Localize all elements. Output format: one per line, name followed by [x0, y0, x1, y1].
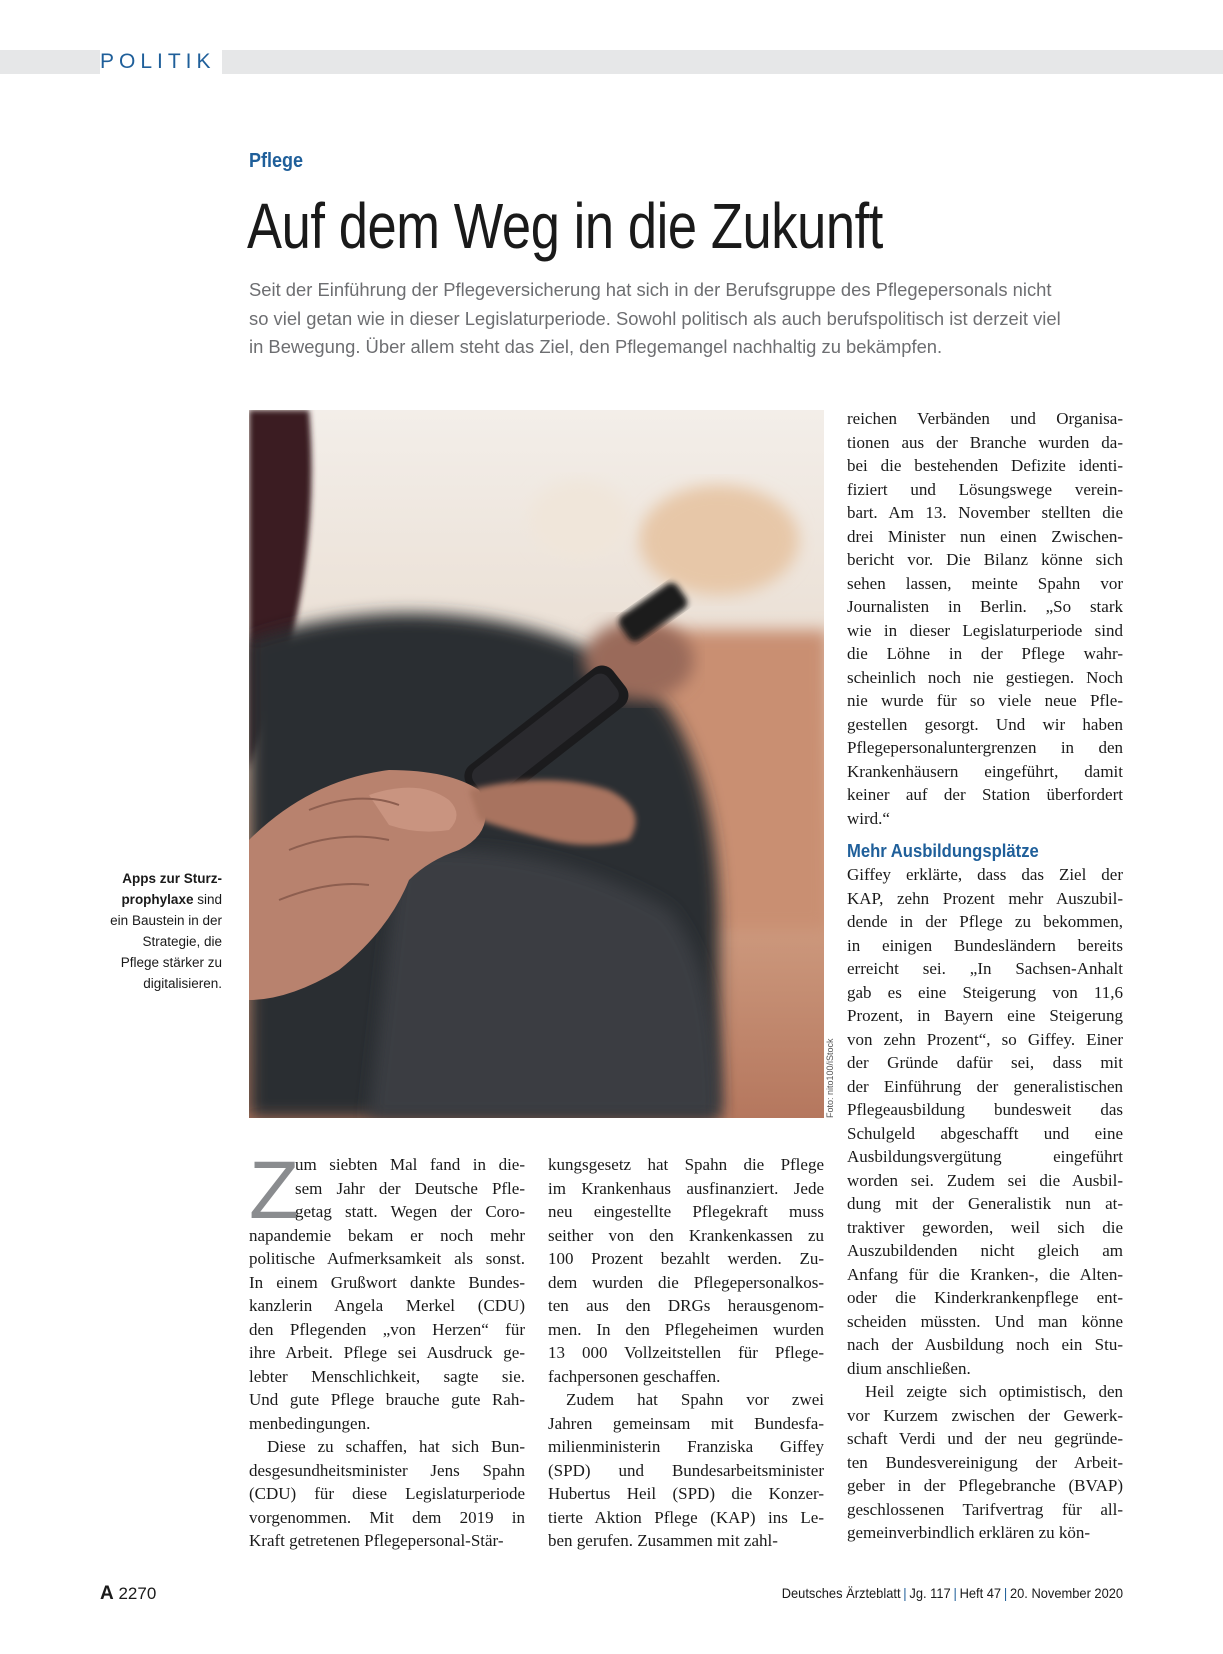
- journal-volume: Jg. 117: [909, 1585, 951, 1601]
- body-text-line: 13 000 Vollzeitstellen für Pflege-: [548, 1343, 824, 1362]
- caption-bold: Apps zur Sturz-: [122, 871, 222, 886]
- section-subhead: Mehr Ausbildungsplätze: [847, 840, 1039, 861]
- body-text-line: (CDU) für diese Legislaturperiode: [249, 1484, 525, 1503]
- body-text-line: dung mit der Generalistik nun at-: [847, 1194, 1123, 1213]
- body-text-line: (SPD) und Bundesarbeitsminister: [548, 1460, 824, 1480]
- lead-line: Seit der Einführung der Pflegeversicherung hat sich in der Berufsgruppe des Pflegepersonals nicht: [249, 279, 1052, 300]
- page-number: [100, 1583, 156, 1605]
- article-headline: Auf dem Weg in die Zukunft: [247, 190, 883, 262]
- body-text-line: gemeinverbindlich erklären zu kön-: [847, 1523, 1091, 1542]
- body-text-line: von zehn Prozent“, so Giffey. Einer: [847, 1029, 1123, 1049]
- body-text-line: ben gerufen. Zusammen mit zahl-: [548, 1531, 778, 1550]
- body-text-line: geschlossenen Tarifvertrag für all-: [847, 1499, 1123, 1519]
- journal-date: 20. November 2020: [1009, 1585, 1123, 1601]
- lead-line: so viel getan wie in dieser Legislaturperiode. Sowohl politisch als auch berufspolitisch ist derzeit viel: [249, 307, 1061, 329]
- body-text-line: bart. Am 13. November stellten die: [847, 503, 1123, 522]
- body-text-line: gab es eine Steigerung von 11,6: [847, 982, 1123, 1002]
- body-text-line: drei Minister nun einen Zwischen-: [847, 526, 1123, 546]
- body-text-line: Giffey erklärte, dass das Ziel der: [847, 865, 1123, 884]
- caption-text: Strategie, die: [142, 934, 222, 949]
- body-text-line: ten aus den DRGs herausgenom-: [548, 1296, 824, 1315]
- footer-citation: Deutsches Ärzteblatt | Jg. 117 | Heft 47 | 20. November 2020: [781, 1585, 1123, 1601]
- section-label: POLITIK: [100, 50, 222, 74]
- body-text-line: neu eingestellte Pflegekraft muss: [548, 1202, 824, 1221]
- body-text-line: Ausbildungsvergütung eingeführt: [847, 1147, 1123, 1166]
- body-text-line: KAP, zehn Prozent mehr Auszubil-: [847, 888, 1123, 908]
- body-text-line: napandemie bekam er noch mehr: [249, 1225, 525, 1245]
- body-text-line: In einem Grußwort dankte Bundes-: [249, 1272, 525, 1292]
- body-text-line: dende in der Pflege zu bekommen,: [847, 912, 1123, 931]
- body-text-line: Und gute Pflege brauche gute Rah-: [249, 1390, 525, 1409]
- body-text-line: reichen Verbänden und Organisa-: [847, 409, 1123, 428]
- body-text-line: Pflegepersonaluntergrenzen in den: [847, 738, 1123, 757]
- body-text-line: scheiden müssten. Und man könne: [847, 1311, 1123, 1331]
- body-text-line: desgesundheitsminister Jens Spahn: [249, 1460, 525, 1480]
- drop-cap: Z: [249, 1145, 300, 1236]
- body-text-line: Diese zu schaffen, hat sich Bun-: [267, 1437, 525, 1456]
- body-text-line: Hubertus Heil (SPD) die Konzer-: [548, 1484, 824, 1503]
- caption-text: digitalisieren.: [143, 976, 222, 991]
- body-text-line: lebter Menschlichkeit, sagte sie.: [249, 1366, 525, 1386]
- body-text-line: Jahren gemeinsam mit Bundesfa-: [548, 1413, 824, 1433]
- journal-name: Deutsches Ärzteblatt: [781, 1585, 901, 1601]
- article-lead: [249, 276, 1129, 362]
- caption-bold: prophylaxe: [121, 892, 194, 907]
- body-text-line: Schulgeld abgeschafft und eine: [847, 1123, 1123, 1143]
- body-text-line: den Pflegenden „von Herzen“ für: [249, 1319, 525, 1339]
- body-text-line: in einigen Bundesländern bereits: [847, 935, 1123, 955]
- body-text-line: sehen lassen, meinte Spahn vor: [847, 573, 1123, 593]
- body-text-line: getag statt. Wegen der Coro-: [295, 1202, 525, 1221]
- caption-text: ein Baustein in der: [110, 913, 222, 928]
- body-text-line: tierte Aktion Pflege (KAP) ins Le-: [548, 1507, 824, 1527]
- body-text-line: bericht vor. Die Bilanz könne sich: [847, 550, 1123, 569]
- body-text-line: die Löhne in der Pflege wahr-: [847, 644, 1123, 663]
- body-text-line: wie in dieser Legislaturperiode sind: [847, 620, 1123, 640]
- body-text-line: wird.“: [847, 808, 890, 828]
- body-text-line: ihre Arbeit. Pflege sei Ausdruck ge-: [249, 1343, 525, 1362]
- body-text-line: bei die bestehenden Defizite identi-: [847, 456, 1123, 475]
- article-photo: [249, 410, 824, 1118]
- body-column-1: [249, 1153, 525, 1553]
- page-number-value: 2270: [118, 1584, 157, 1603]
- body-text-line: fiziert und Lösungswege verein-: [847, 479, 1123, 499]
- body-text-line: scheinlich noch nie gestiegen. Noch: [847, 667, 1123, 687]
- body-text-line: worden sei. Zudem sei die Ausbil-: [847, 1170, 1123, 1190]
- page-prefix: A: [100, 1583, 114, 1604]
- body-text-line: gestellen gesorgt. Und wir haben: [847, 714, 1123, 734]
- body-text-line: vorgenommen. Mit dem 2019 in: [249, 1507, 525, 1527]
- body-text-line: Auszubildenden nicht gleich am: [847, 1241, 1123, 1260]
- journal-issue: Heft 47: [959, 1585, 1001, 1601]
- body-text-line: men. In den Pflegeheimen wurden: [548, 1319, 824, 1339]
- body-text-line: Heil zeigte sich optimistisch, den: [865, 1382, 1123, 1401]
- photo-caption: [100, 868, 222, 994]
- body-text-line: dem wurden die Pflegepersonalkos-: [548, 1272, 824, 1292]
- body-text-line: Journalisten in Berlin. „So stark: [847, 597, 1123, 616]
- body-text-line: nie wurde für so viele neue Pfle-: [847, 691, 1123, 710]
- body-text-line: traktiver geworden, weil sich die: [847, 1217, 1123, 1237]
- body-text-line: schaft Verdi und der neu gegründe-: [847, 1429, 1123, 1448]
- body-text-line: Anfang für die Kranken-, die Alten-: [847, 1264, 1123, 1284]
- body-column-2: [548, 1153, 824, 1553]
- photo-illustration: [249, 410, 824, 1118]
- body-text-line: kungsgesetz hat Spahn die Pflege: [548, 1155, 824, 1174]
- body-text-line: Prozent, in Bayern eine Steigerung: [847, 1006, 1123, 1025]
- body-text-line: menbedingungen.: [249, 1413, 371, 1433]
- body-text-line: fachpersonen geschaffen.: [548, 1366, 721, 1386]
- body-text-line: ten Bundesvereinigung der Arbeit-: [847, 1452, 1123, 1472]
- body-text-line: sem Jahr der Deutsche Pfle-: [295, 1178, 525, 1198]
- body-text-line: politische Aufmerksamkeit als sonst.: [249, 1249, 525, 1268]
- body-text-line: keiner auf der Station überfordert: [847, 785, 1123, 804]
- caption-text: Pflege stärker zu: [120, 955, 222, 970]
- body-text-line: Krankenhäusern eingeführt, damit: [847, 761, 1123, 781]
- body-text-line: geber in der Pflegebranche (BVAP): [847, 1476, 1123, 1495]
- body-text-line: der Gründe dafür sei, dass mit: [847, 1053, 1123, 1072]
- photo-credit: Foto: nito100/iStock: [825, 1038, 835, 1118]
- body-column-3: [847, 407, 1123, 1545]
- body-text-line: Pflegeausbildung bundesweit das: [847, 1100, 1123, 1119]
- body-text-line: der Einführung der generalistischen: [847, 1076, 1123, 1096]
- body-text-line: nach der Ausbildung noch ein Stu-: [847, 1335, 1123, 1354]
- caption-text: sind: [193, 892, 222, 907]
- body-text-line: im Krankenhaus ausfinanziert. Jede: [548, 1178, 824, 1198]
- body-text-line: um siebten Mal fand in die-: [295, 1155, 525, 1174]
- body-text-line: vor Kurzem zwischen der Gewerk-: [847, 1405, 1123, 1425]
- body-text-line: seither von den Krankenkassen zu: [548, 1225, 824, 1245]
- article-kicker: Pflege: [249, 150, 304, 172]
- lead-line: in Bewegung. Über allem steht das Ziel, den Pflegemangel nachhaltig zu bekämpfen.: [249, 336, 943, 357]
- body-text-line: oder die Kinderkrankenpflege ent-: [847, 1288, 1123, 1307]
- body-text-line: kanzlerin Angela Merkel (CDU): [249, 1296, 525, 1315]
- body-text-line: erreicht sei. „In Sachsen-Anhalt: [847, 959, 1123, 978]
- body-text-line: Kraft getretenen Pflegepersonal-Stär-: [249, 1531, 504, 1550]
- body-text-line: dium anschließen.: [847, 1358, 971, 1378]
- body-text-line: milienministerin Franziska Giffey: [548, 1437, 824, 1456]
- body-text-line: tionen aus der Branche wurden da-: [847, 432, 1123, 452]
- body-text-line: 100 Prozent bezahlt werden. Zu-: [548, 1249, 824, 1268]
- body-text-line: Zudem hat Spahn vor zwei: [566, 1390, 824, 1409]
